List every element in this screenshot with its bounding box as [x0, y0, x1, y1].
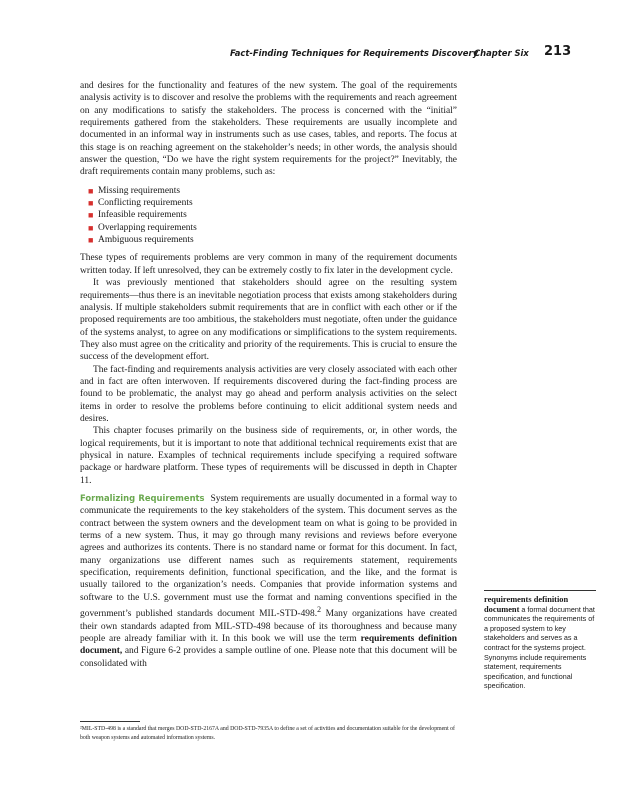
bullet-text: Conflicting requirements	[98, 198, 193, 209]
bullet-item	[88, 234, 457, 246]
bullet-icon: ■	[88, 198, 94, 209]
paragraph-6	[80, 492, 457, 670]
paragraph-5: This chapter focuses primarily on the business side of requirements, or, in other words, the logical requirements, but it is important to note that additional technical requirements exist that are physical in nature. Examples of technical requirements include specifying a required software package or hardware platform. These types of requirements will be discussed in depth in Chapter 11.	[80, 426, 457, 486]
bullet-text: Infeasible requirements	[98, 210, 187, 221]
margin-definition-text: a formal document that communicates the requirements of a proposed system to key stakeholders and serves as a contract for the systems project. Synonyms include requirements statement, requirements specification, and functional specification.	[484, 604, 595, 691]
running-header	[0, 44, 619, 64]
key-term: requirements definition document,	[80, 633, 458, 657]
bullet-icon: ■	[88, 235, 94, 246]
paragraph-6-part-c: and Figure 6-2 provides a sample outline of one. Please note that this document will be consolidated with	[80, 646, 457, 669]
bullet-text: Missing requirements	[98, 185, 181, 196]
section-heading: Formalizing Requirements	[80, 493, 205, 503]
bullet-icon: ■	[88, 185, 94, 196]
footnote: ²MIL-STD-498 is a standard that merges DOD-STD-2167A and DOD-STD-7935A to define a set of activities and documentation suitable for the development of both weapon systems and automated information systems.	[80, 726, 455, 741]
paragraph-1: and desires for the functionality and features of the new system. The goal of the requirements analysis activity is to discover and resolve the problems with the requirements and reach agreement on any modifications to satisfy the stakeholders. The process is concerned with the “initial” requirements gathered from the stakeholders. These requirements are usually incomplete and documented in an informal way in instruments such as use cases, tables, and reports. The focus at this stage is on reaching agreement on the stakeholder’s needs; in other words, the analysis should answer the question, “Do we have the right system requirements for the project?” Inevitably, the draft requirements contain many problems, such as:	[80, 81, 457, 178]
header-chapter: Chapter Six	[474, 48, 529, 58]
footnote-marker: 2	[317, 605, 322, 615]
bullet-icon: ■	[88, 222, 94, 233]
bullet-item	[88, 222, 457, 234]
paragraph-2: These types of requirements problems are very common in many of the requirement documents written today. If left unresolved, they can be extremely costly to fix later in the development cycle.	[80, 253, 457, 276]
paragraph-6-part-a: System requirements are usually documented in a formal way to communicate the requirements to the key stakeholders of the system. This document serves as the contract between the system owners and the development team on what is going to be provided in terms of a new system. Thus, it may go through many revisions and reviews before everyone agrees and authorizes its contents. There is no standard name or format for this document. In fact, many organizations use different names such as requirements statement, requirements specification, requirements definition, functional specification, and the like, and the format is usually tailored to the organization’s needs. Companies that provide information systems and software to the U.S. government must use the format and naming conventions specified in the government’s published standards document MIL-STD-498.	[80, 494, 457, 620]
margin-term: requirements definition document	[484, 595, 569, 614]
bullet-item	[88, 197, 457, 209]
bullet-item	[88, 209, 457, 221]
main-text	[80, 80, 457, 670]
paragraph-4: The fact-finding and requirements analysis activities are very closely associated with each other and in fact are often interwoven. If requirements discovered during the fact-finding process are found to be problematic, the analyst may go ahead and perform analysis activities on the select items in order to resolve the problems before continuing to elicit additional system needs and desires.	[80, 364, 457, 424]
header-section-title: Fact-Finding Techniques for Requirements Discovery	[230, 48, 479, 58]
bullet-text: Ambiguous requirements	[98, 235, 194, 246]
page-number: 213	[544, 44, 572, 59]
bullet-item	[88, 185, 457, 197]
footnote-divider	[80, 721, 140, 722]
margin-definition	[484, 590, 596, 691]
paragraph-3: It was previously mentioned that stakeholders should agree on the resulting system requirements—thus there is an inevitable negotiation process that exists among stakeholders during analysis. If multiple stakeholders submit requirements that are in conflict with each other or if the proposed requirements are too ambitious, the stakeholders must negotiate, often under the guidance of the systems analyst, to agree on any modifications or simplifications to the system requirements. They also must agree on the criticality and priority of the requirements. This is crucial to ensure the success of the development effort.	[80, 278, 457, 363]
bullet-list	[88, 185, 457, 247]
bullet-icon: ■	[88, 210, 94, 221]
bullet-text: Overlapping requirements	[98, 222, 197, 233]
paragraph-6-part-b: Many organizations have created their own standards adapted from MIL-STD-498 because of its thoroughness and because many people are already familiar with it. In this book we will use the term	[80, 609, 458, 644]
